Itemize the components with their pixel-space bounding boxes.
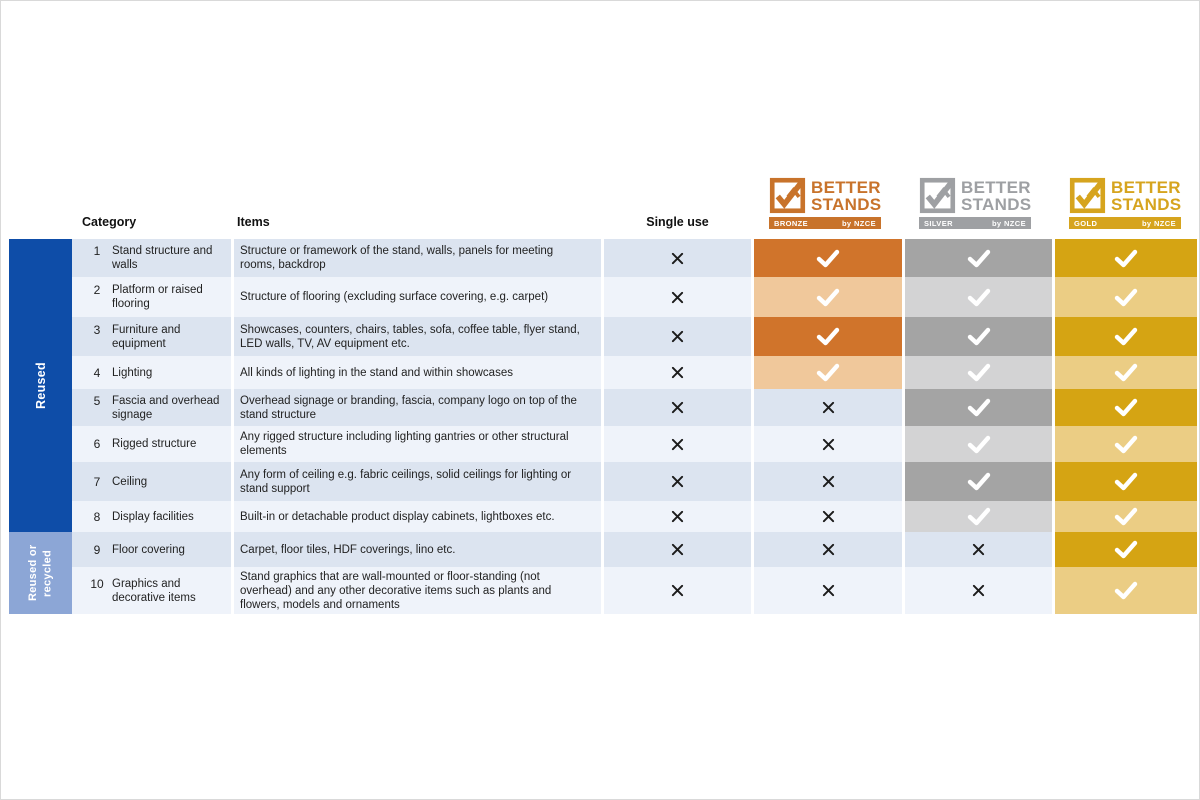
category-number: 6: [93, 437, 101, 451]
single-use-cell: [604, 389, 751, 426]
gold-cell: [1055, 532, 1197, 567]
bronze-cell: [754, 501, 902, 532]
logo-top: [1069, 176, 1181, 215]
silver-cell: [905, 239, 1052, 277]
gold-cell: [1055, 501, 1197, 532]
check-icon: [816, 327, 840, 346]
brand-line-stands: STANDS: [961, 194, 1032, 214]
table-row: [72, 426, 1197, 462]
items-cell: Any form of ceiling e.g. fabric ceilings, solid ceilings for lighting or stand support: [234, 462, 601, 501]
checkbox-arrow-icon: [919, 177, 956, 214]
silver-cell: [905, 277, 1052, 317]
category-cell: [72, 317, 231, 356]
bronze-cell: [754, 356, 902, 389]
category-name: Fascia and overhead signage: [112, 394, 220, 421]
category-cell-inner: [72, 283, 231, 311]
category-cell-inner: [72, 510, 231, 524]
silver-cell: [905, 317, 1052, 356]
cross-icon: [671, 543, 684, 556]
silver-cell: [905, 426, 1052, 462]
cross-icon: [822, 510, 835, 523]
category-name: Rigged structure: [112, 438, 197, 450]
silver-cell: [905, 501, 1052, 532]
category-number: 7: [93, 474, 101, 489]
table-row: [72, 567, 1197, 614]
better-stands-logo-bronze: [769, 176, 881, 229]
category-cell: [72, 567, 231, 614]
silver-cell: [905, 389, 1052, 426]
bronze-cell: [754, 567, 902, 614]
check-icon: [1114, 507, 1138, 526]
bronze-cell: [754, 389, 902, 426]
check-icon: [1114, 288, 1138, 307]
table-row: [72, 462, 1197, 501]
items-cell: Stand graphics that are wall-mounted or floor-standing (not overhead) and any other decorative items such as plants and flowers, models and ornaments: [234, 567, 601, 614]
category-cell-inner: [72, 437, 231, 451]
silver-cell: [905, 462, 1052, 501]
gold-cell: [1055, 317, 1197, 356]
items-cell: Overhead signage or branding, fascia, company logo on top of the stand structure: [234, 389, 601, 426]
logo-top: [769, 176, 881, 215]
cross-icon: [822, 438, 835, 451]
check-icon: [816, 288, 840, 307]
items-cell: Carpet, floor tiles, HDF coverings, lino etc.: [234, 532, 601, 567]
category-cell: [72, 501, 231, 532]
silver-cell: [905, 567, 1052, 614]
category-number: 10: [90, 576, 104, 591]
category-number: 8: [93, 509, 101, 524]
category-name: Ceiling: [112, 475, 148, 488]
single-use-column-header: Single use: [646, 215, 709, 229]
table-row: [72, 317, 1197, 356]
byline-label: by NZCE: [991, 218, 1026, 228]
check-icon: [1114, 435, 1138, 454]
category-name: Stand structure and walls: [112, 245, 213, 271]
logo-tier-bar: [1069, 217, 1181, 229]
bronze-cell: [754, 317, 902, 356]
check-icon: [967, 507, 991, 526]
category-cell-inner: [72, 543, 231, 557]
items-column-header: Items: [237, 215, 270, 229]
single-use-cell: [604, 277, 751, 317]
logo-top: [919, 176, 1031, 215]
gold-cell: [1055, 277, 1197, 317]
brand-line-stands: STANDS: [1111, 194, 1182, 214]
check-icon: [967, 288, 991, 307]
check-icon: [967, 249, 991, 268]
single-use-cell: [604, 426, 751, 462]
cross-icon: [671, 401, 684, 414]
cross-icon: [671, 366, 684, 379]
category-cell-inner: [72, 323, 231, 351]
cross-icon: [671, 291, 684, 304]
gold-cell: [1055, 239, 1197, 277]
check-icon: [967, 398, 991, 417]
check-icon: [816, 363, 840, 382]
check-icon: [967, 363, 991, 382]
logo-brand-text: [1111, 179, 1181, 213]
sidebar-group-label: Reused: [33, 362, 48, 409]
category-cell-inner: [72, 366, 231, 380]
gold-cell: [1055, 389, 1197, 426]
cross-icon: [822, 401, 835, 414]
checkbox-arrow-icon: [1069, 177, 1106, 214]
check-icon: [967, 435, 991, 454]
sidebar-group-label: Reused or recycled: [27, 544, 54, 602]
silver-cell: [905, 356, 1052, 389]
check-icon: [1114, 398, 1138, 417]
cross-icon: [671, 475, 684, 488]
category-number: 2: [93, 283, 101, 297]
check-icon: [967, 472, 991, 491]
category-cell-inner: [72, 244, 231, 272]
items-cell: Showcases, counters, chairs, tables, sofa, coffee table, flyer stand, LED walls, TV, AV equipment etc.: [234, 317, 601, 356]
bronze-cell: [754, 462, 902, 501]
category-column-header: Category: [82, 215, 137, 229]
check-icon: [816, 249, 840, 268]
items-cell: Structure of flooring (excluding surface covering, e.g. carpet): [234, 277, 601, 317]
better-stands-logo-silver: [919, 176, 1031, 229]
single-use-cell: [604, 356, 751, 389]
cross-icon: [671, 510, 684, 523]
single-use-cell: [604, 532, 751, 567]
category-cell-inner: [72, 394, 231, 422]
category-number: 9: [93, 542, 101, 557]
table-row: [72, 239, 1197, 277]
category-cell: [72, 356, 231, 389]
better-stands-logo-gold: [1069, 176, 1181, 229]
single-use-cell: [604, 501, 751, 532]
table-row: [72, 356, 1197, 389]
category-name: Display facilities: [112, 510, 194, 523]
category-cell-inner: [72, 577, 231, 605]
items-cell: Built-in or detachable product display cabinets, lightboxes etc.: [234, 501, 601, 532]
check-icon: [1114, 249, 1138, 268]
category-name: Graphics and decorative items: [112, 577, 196, 604]
category-name: Floor covering: [112, 543, 185, 556]
check-icon: [1114, 327, 1138, 346]
cross-icon: [822, 543, 835, 556]
tier-name-label: SILVER: [924, 218, 953, 228]
category-cell: [72, 389, 231, 426]
single-use-cell: [604, 462, 751, 501]
silver-cell: [905, 532, 1052, 567]
table-row: [72, 277, 1197, 317]
cross-icon: [671, 438, 684, 451]
checkbox-arrow-icon: [769, 177, 806, 214]
byline-label: by NZCE: [1141, 218, 1176, 228]
category-name: Furniture and equipment: [112, 323, 181, 350]
cross-icon: [822, 584, 835, 597]
logo-tier-bar: [919, 217, 1031, 229]
check-icon: [1114, 472, 1138, 491]
cross-icon: [671, 252, 684, 265]
check-icon: [1114, 540, 1138, 559]
gold-cell: [1055, 356, 1197, 389]
table-row: [72, 389, 1197, 426]
single-use-cell: [604, 567, 751, 614]
sidebar-group: [9, 532, 72, 614]
category-number: 5: [93, 393, 101, 408]
brand-line-stands: STANDS: [811, 194, 882, 214]
cross-icon: [822, 475, 835, 488]
category-cell: [72, 462, 231, 501]
gold-cell: [1055, 567, 1197, 614]
check-icon: [1114, 581, 1138, 600]
byline-label: by NZCE: [841, 218, 876, 228]
check-icon: [1114, 363, 1138, 382]
tier-name-label: GOLD: [1074, 218, 1098, 228]
logo-brand-text: [811, 179, 881, 213]
bronze-cell: [754, 426, 902, 462]
items-cell: Structure or framework of the stand, walls, panels for meeting rooms, backdrop: [234, 239, 601, 277]
check-icon: [967, 327, 991, 346]
table-row: [72, 532, 1197, 567]
bronze-cell: [754, 277, 902, 317]
brand-line-better: BETTER: [961, 177, 1031, 197]
cross-icon: [972, 543, 985, 556]
single-use-cell: [604, 239, 751, 277]
brand-line-better: BETTER: [811, 177, 881, 197]
category-cell: [72, 277, 231, 317]
gold-cell: [1055, 462, 1197, 501]
comparison-table: [72, 239, 1197, 614]
category-name: Platform or raised flooring: [112, 284, 203, 310]
category-cell: [72, 426, 231, 462]
tier-name-label: BRONZE: [774, 218, 809, 228]
items-cell: Any rigged structure including lighting gantries or other structural elements: [234, 426, 601, 462]
category-name: Lighting: [112, 366, 153, 379]
cross-icon: [671, 330, 684, 343]
single-use-cell: [604, 317, 751, 356]
cross-icon: [972, 584, 985, 597]
category-number: 1: [93, 244, 101, 258]
items-cell: All kinds of lighting in the stand and within showcases: [234, 356, 601, 389]
brand-line-better: BETTER: [1111, 177, 1181, 197]
bronze-cell: [754, 532, 902, 567]
bronze-cell: [754, 239, 902, 277]
logo-tier-bar: [769, 217, 881, 229]
category-cell: [72, 532, 231, 567]
category-cell-inner: [72, 475, 231, 489]
row-group-sidebar: [9, 239, 72, 614]
category-number: 3: [93, 322, 101, 337]
table-row: [72, 501, 1197, 532]
sidebar-group: [9, 239, 72, 532]
category-number: 4: [93, 365, 101, 380]
category-cell: [72, 239, 231, 277]
gold-cell: [1055, 426, 1197, 462]
logo-brand-text: [961, 179, 1031, 213]
cross-icon: [671, 584, 684, 597]
